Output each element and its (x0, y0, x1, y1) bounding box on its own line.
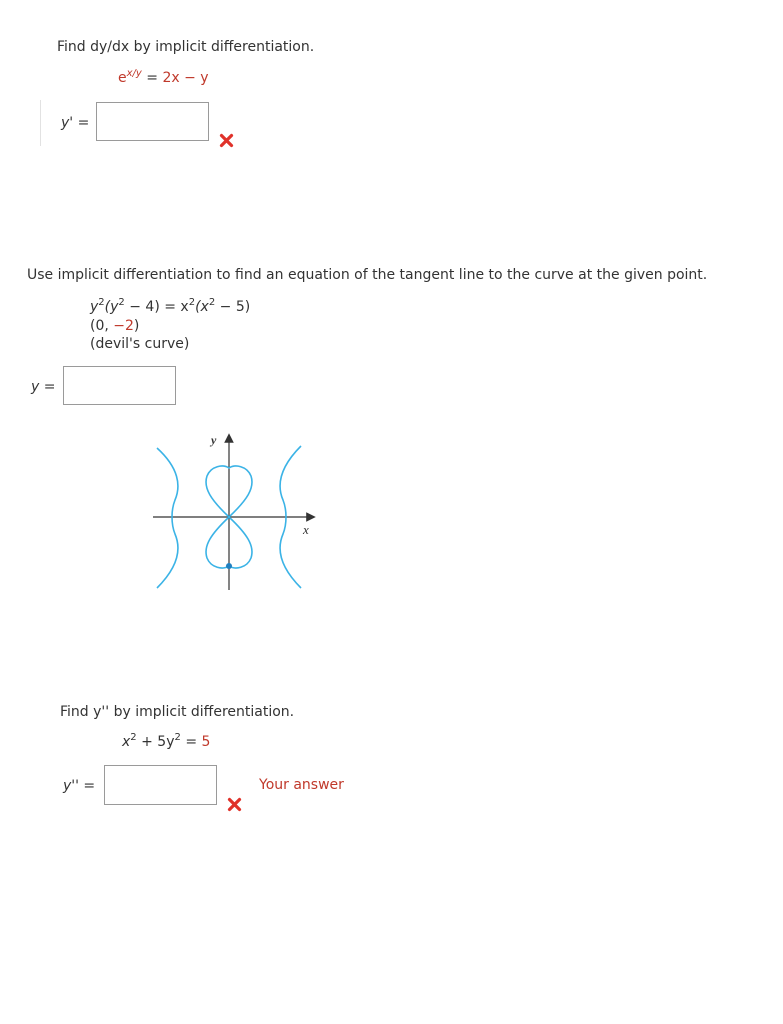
problem1-instruction: Find dy/dx by implicit differentiation. (57, 39, 315, 55)
problem1-answer-input[interactable] (96, 102, 209, 141)
problem3-eq-plus: + 5y (136, 734, 175, 750)
problem2-eq-part1: (y (104, 299, 119, 315)
y-axis-label: y (211, 433, 217, 447)
problem1-eq-base: e (118, 70, 127, 86)
x-mark-icon (227, 797, 242, 812)
problem3-answer-input[interactable] (104, 765, 217, 805)
problem3-feedback-text: Your answer (259, 777, 344, 793)
problem2-eq-part3-exp: 2 (208, 297, 216, 308)
problem3-answer-label: y'' = (63, 778, 96, 794)
problem1-left-rule (40, 100, 41, 146)
problem3-eq-equals: = (180, 734, 202, 750)
problem2-eq-part4: − 5) (215, 299, 251, 315)
problem2-point-value: −2 (113, 318, 134, 334)
x-axis-label: x (303, 522, 309, 537)
problem1-eq-equals: = (141, 70, 163, 86)
devils-curve-graph (145, 428, 320, 598)
problem2-answer-input[interactable] (63, 366, 176, 405)
problem1-eq-exponent: x/y (126, 68, 142, 79)
problem3-eq-term1: x (122, 734, 131, 750)
tangent-point-marker (226, 563, 232, 569)
problem3-equation (122, 734, 210, 750)
problem1-eq-rhs: 2x − y (162, 70, 209, 86)
problem2-eq-part2-exp: 2 (188, 297, 196, 308)
problem2-eq-part1-exp: 2 (118, 297, 125, 308)
problem2-equation (90, 299, 250, 315)
problem1-answer-label: y' = (61, 115, 90, 131)
problem2-eq-part2: − 4) = x (124, 299, 189, 315)
problem2-eq-y-exp: 2 (98, 297, 105, 308)
problem2-instruction: Use implicit differentiation to find an equation of the tangent line to the curve at the given point. (27, 267, 708, 283)
problem2-eq-part3: (x (195, 299, 209, 315)
problem3-eq-term2-exp: 2 (174, 732, 181, 743)
problem2-point-close: ) (133, 318, 140, 334)
problem2-curve-name: (devil's curve) (90, 336, 190, 352)
problem1-equation (118, 70, 209, 86)
problem2-point (90, 318, 139, 334)
problem2-eq-y: y (90, 299, 99, 315)
problem2-point-open: (0, (90, 318, 114, 334)
problem2-answer-label: y = (31, 379, 56, 395)
problem3-eq-rhs: 5 (201, 734, 211, 750)
problem3-eq-term1-exp: 2 (130, 732, 137, 743)
curve-left-branch (157, 448, 178, 588)
problem3-instruction: Find y'' by implicit differentiation. (60, 704, 295, 720)
x-mark-icon (219, 133, 234, 148)
